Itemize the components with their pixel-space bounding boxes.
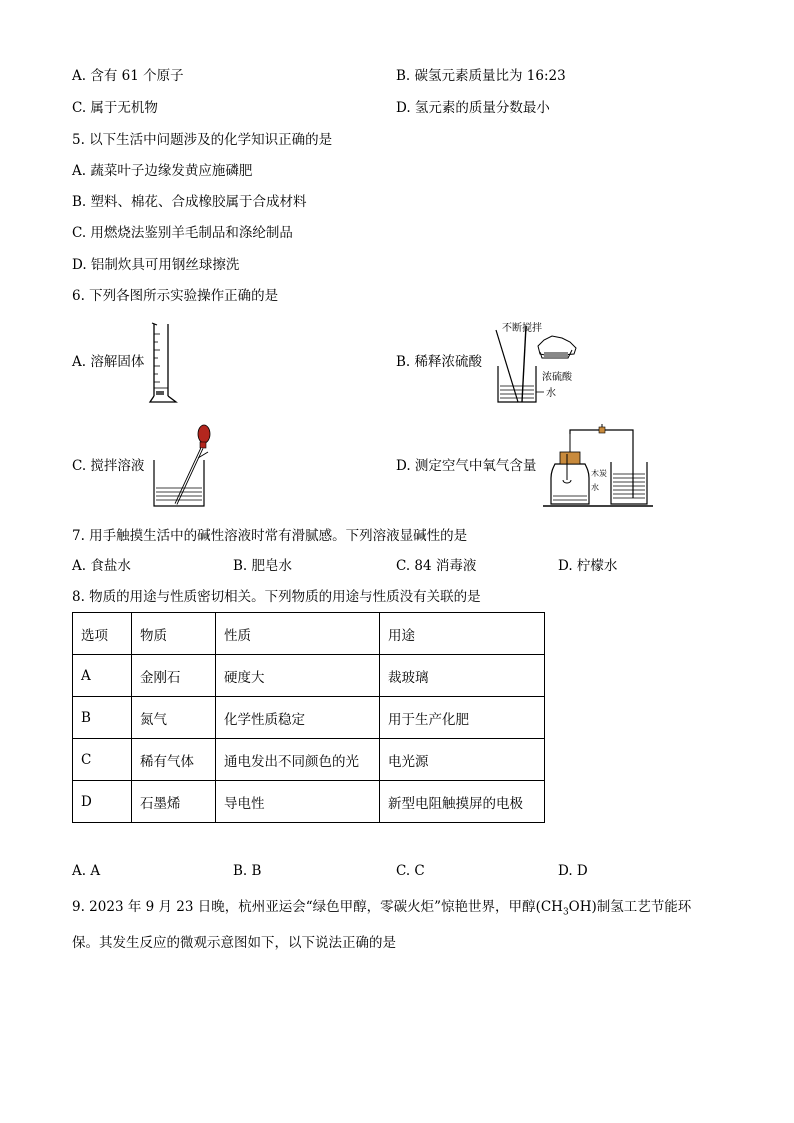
dilute-sulfuric-acid-figure <box>490 318 590 408</box>
q9-stem-part1: 9. 2023 年 9 月 23 日晚，杭州亚运会“绿色甲醇，零碳火炬”惊艳世界，甲醇 <box>72 899 536 915</box>
table-row <box>73 655 545 697</box>
formula-subscript: 3 <box>562 907 569 918</box>
q8-stem: 8. 物质的用途与性质密切相关。下列物质的用途与性质没有关联的是 <box>72 589 481 605</box>
table-cell: 稀有气体 <box>132 739 216 781</box>
q5-stem: 5. 以下生活中问题涉及的化学知识正确的是 <box>72 132 333 148</box>
q6-option-c: C. 搅拌溶液 <box>72 458 145 474</box>
q4-option-b: B. 碳氢元素质量比为 16:23 <box>396 68 566 84</box>
table-cell: C <box>73 739 132 781</box>
q8-option-b: B. B <box>233 863 262 879</box>
q6-option-a: A. 溶解固体 <box>72 354 145 370</box>
label-stir: 不断搅拌 <box>502 323 542 334</box>
formula-post: OH) <box>568 899 597 915</box>
table-cell: B <box>73 697 132 739</box>
q8-option-d: D. D <box>558 863 588 879</box>
table-header-cell: 性质 <box>216 613 380 655</box>
q4-option-d: D. 氢元素的质量分数最小 <box>396 100 550 116</box>
table-header-row <box>73 613 545 655</box>
q8-option-a: A. A <box>72 863 101 879</box>
q6-stem: 6. 下列各图所示实验操作正确的是 <box>72 288 279 304</box>
label-water-d: 水 <box>591 483 599 492</box>
q9-stem <box>72 898 691 922</box>
table-header-cell: 用途 <box>380 613 545 655</box>
label-water: 水 <box>546 388 556 399</box>
table-row <box>73 739 545 781</box>
table-row <box>73 697 545 739</box>
q5-option-b: B. 塑料、棉花、合成橡胶属于合成材料 <box>72 194 307 210</box>
table-header-cell: 选项 <box>73 613 132 655</box>
table-cell: D <box>73 781 132 823</box>
q7-option-b: B. 肥皂水 <box>233 558 293 574</box>
q4-option-c: C. 属于无机物 <box>72 100 158 116</box>
label-charcoal: 木炭 <box>591 469 607 478</box>
q7-option-d: D. 柠檬水 <box>558 558 618 574</box>
table-cell: 硬度大 <box>216 655 380 697</box>
table-cell: 通电发出不同颜色的光 <box>216 739 380 781</box>
table-cell: 裁玻璃 <box>380 655 545 697</box>
table-cell: A <box>73 655 132 697</box>
q5-option-c: C. 用燃烧法鉴别羊毛制品和涤纶制品 <box>72 225 293 241</box>
table-cell: 氮气 <box>132 697 216 739</box>
table-row <box>73 781 545 823</box>
table-cell: 石墨烯 <box>132 781 216 823</box>
table-cell: 金刚石 <box>132 655 216 697</box>
table-cell: 化学性质稳定 <box>216 697 380 739</box>
q5-option-a: A. 蔬菜叶子边缘发黄应施磷肥 <box>72 163 253 179</box>
label-concentrated-acid: 浓硫酸 <box>542 372 572 383</box>
graduated-cylinder-figure <box>146 320 184 406</box>
q5-option-d: D. 铝制炊具可用钢丝球擦洗 <box>72 257 240 273</box>
formula-pre: (CH <box>535 899 563 915</box>
table-cell: 电光源 <box>380 739 545 781</box>
q8-property-table <box>72 612 545 823</box>
q6-option-b: B. 稀释浓硫酸 <box>396 354 483 370</box>
q8-option-c: C. C <box>396 863 425 879</box>
q7-option-a: A. 食盐水 <box>72 558 131 574</box>
stirring-dropper-figure <box>150 424 214 512</box>
methanol-formula <box>535 899 597 918</box>
oxygen-content-apparatus-figure <box>543 424 655 508</box>
q4-option-a: A. 含有 61 个原子 <box>72 68 184 84</box>
table-cell: 用于生产化肥 <box>380 697 545 739</box>
q6-option-d: D. 测定空气中氧气含量 <box>396 458 537 474</box>
q9-stem-line2: 保。其发生反应的微观示意图如下，以下说法正确的是 <box>72 935 396 951</box>
table-cell: 导电性 <box>216 781 380 823</box>
table-header-cell: 物质 <box>132 613 216 655</box>
q7-stem: 7. 用手触摸生活中的碱性溶液时常有滑腻感。下列溶液显碱性的是 <box>72 528 468 544</box>
q7-option-c: C. 84 消毒液 <box>396 558 477 574</box>
q9-stem-part2: 制氢工艺节能环 <box>596 899 692 915</box>
table-cell: 新型电阻触摸屏的电极 <box>380 781 545 823</box>
